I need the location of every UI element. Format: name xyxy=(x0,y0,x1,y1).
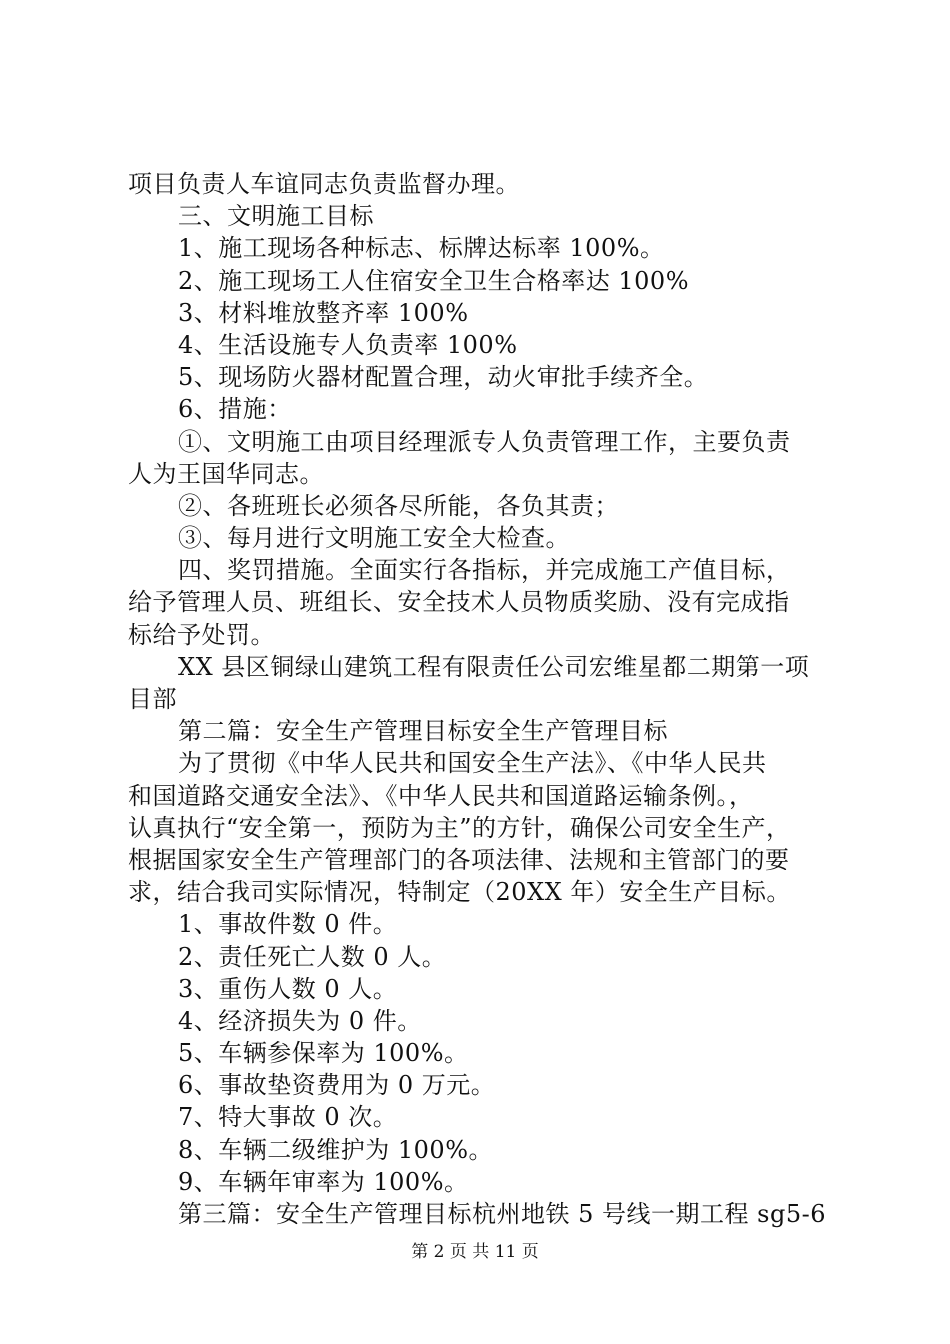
text-line: 3、重伤人数 0 人。 xyxy=(178,974,398,1003)
text-line: 第三篇：安全生产管理目标杭州地铁 5 号线一期工程 sg5-6 xyxy=(178,1200,826,1228)
text-line: 四、奖罚措施。全面实行各指标，并完成施工产值目标， xyxy=(178,556,791,585)
page-footer: 第 2 页 共 11 页 xyxy=(411,1242,539,1262)
text-line: 人为王国华同志。 xyxy=(128,459,324,488)
text-line: 7、特大事故 0 次。 xyxy=(178,1103,398,1132)
text-line: 第二篇：安全生产管理目标安全生产管理目标 xyxy=(178,717,668,746)
text-line: 三、文明施工目标 xyxy=(178,202,374,231)
document-body xyxy=(128,168,838,1230)
text-line: 2、责任死亡人数 0 人。 xyxy=(178,942,447,971)
text-line: 目部 xyxy=(128,685,177,713)
text-line: 1、施工现场各种标志、标牌达标率 100%。 xyxy=(178,234,665,263)
text-line: ①、文明施工由项目经理派专人负责管理工作，主要负责 xyxy=(178,427,791,456)
text-line: 6、事故垫资费用为 0 万元。 xyxy=(178,1071,496,1100)
text-line: 4、生活设施专人负责率 100% xyxy=(178,330,518,359)
text-line: ③、每月进行文明施工安全大检查。 xyxy=(178,524,570,553)
text-line: 6、措施： xyxy=(178,395,292,424)
text-line: 根据国家安全生产管理部门的各项法律、法规和主管部门的要 xyxy=(128,845,790,874)
text-line: 8、车辆二级维护为 100%。 xyxy=(178,1135,494,1164)
text-line: 和国道路交通安全法》、《中华人民共和国道路运输条例。， xyxy=(128,781,754,810)
text-line: 给予管理人员、班组长、安全技术人员物质奖励、没有完成指 xyxy=(128,588,790,617)
text-line: 认真执行“安全第一，预防为主”的方针，确保公司安全生产， xyxy=(128,813,791,842)
text-line: 求，结合我司实际情况，特制定（20XX 年）安全生产目标。 xyxy=(128,878,791,907)
text-line: XX 县区铜绿山建筑工程有限责任公司宏维星都二期第一项 xyxy=(178,652,810,681)
text-line: 1、事故件数 0 件。 xyxy=(178,910,398,939)
text-line: 9、车辆年审率为 100%。 xyxy=(178,1167,469,1196)
text-line: 5、车辆参保率为 100%。 xyxy=(178,1039,469,1068)
text-line: 项目负责人车谊同志负责监督办理。 xyxy=(128,170,520,198)
text-line: 标给予处罚。 xyxy=(128,620,275,649)
text-line: 为了贯彻《中华人民共和国安全生产法》、《中华人民共 xyxy=(178,749,767,778)
text-line: 2、施工现场工人住宿安全卫生合格率达 100% xyxy=(178,266,690,295)
text-line: 3、材料堆放整齐率 100% xyxy=(178,298,469,327)
text-line: ②、各班班长必须各尽所能，各负其责； xyxy=(178,491,619,520)
text-line: 4、经济损失为 0 件。 xyxy=(178,1006,422,1035)
text-line: 5、现场防火器材配置合理，动火审批手续齐全。 xyxy=(178,363,709,392)
